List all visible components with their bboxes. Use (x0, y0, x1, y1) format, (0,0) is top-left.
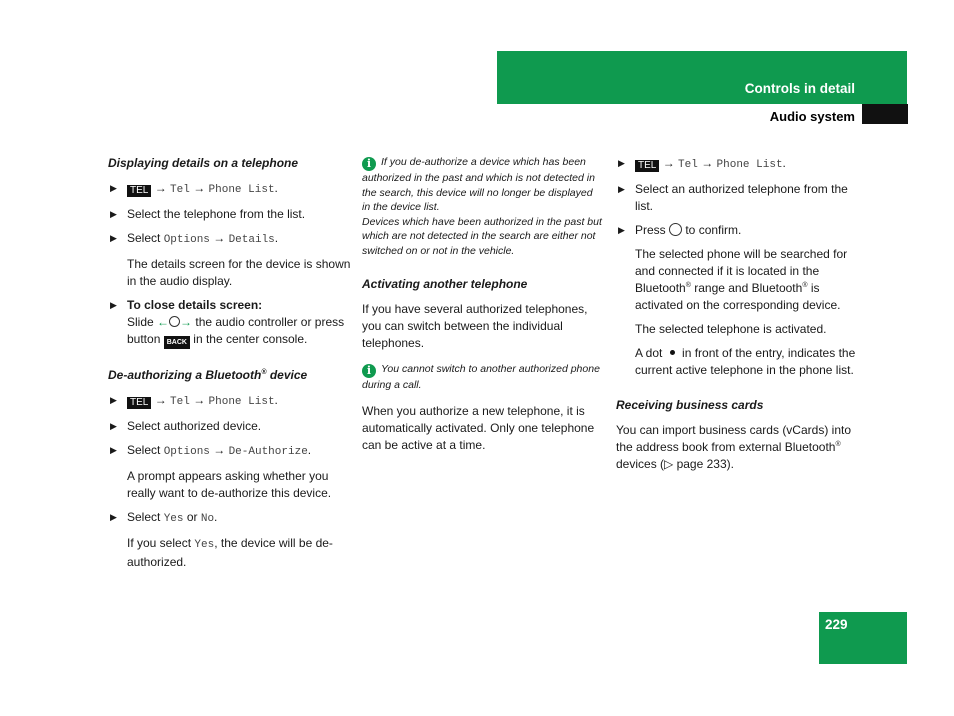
deauthorized-result-text: If you select Yes, the device will be de-authorized. (127, 536, 333, 569)
option-yes: Yes (163, 513, 184, 525)
step-select-authorized-device: ▶ Select authorized device. (110, 419, 262, 433)
activating-text: If you have several authorized telephones, you can switch between the individual telephones. (362, 302, 588, 350)
step-bullet-icon: ▶ (110, 209, 117, 219)
section-title: Controls in detail (744, 81, 855, 96)
back-button-icon: BACK (164, 336, 190, 349)
step-bullet-icon: ▶ (110, 512, 117, 522)
menu-options: Options (163, 234, 210, 246)
page-number: 229 (825, 617, 848, 632)
tel-key-icon: TEL (127, 185, 151, 197)
auto-activate-text: When you authorize a new telephone, it is automatically activated. Only one telephone can be active at a time. (362, 403, 595, 452)
note-no-switch-during-call: i You cannot switch to another authorized phone during a call. (362, 363, 600, 391)
active-dot-text: A dot in front of the entry, indicates the current active telephone in the phone list. (635, 346, 856, 377)
step-select-yes-no: ▶ Select Yes or No. (110, 510, 218, 525)
menu-phone-list: Phone List (716, 159, 783, 171)
step-bullet-icon: ▶ (110, 300, 117, 310)
step-select-telephone: ▶ Select the telephone from the list. (110, 207, 306, 221)
column-middle (362, 155, 602, 461)
heading-business-cards: Receiving business cards (616, 398, 764, 412)
menu-details: Details (228, 234, 275, 246)
heading-activating-telephone: Activating another telephone (362, 277, 528, 291)
menu-tel: Tel (678, 159, 698, 171)
controller-slide-icon: ← → (157, 315, 193, 329)
subsection-title: Audio system (769, 109, 855, 124)
menu-tel: Tel (170, 184, 190, 196)
step-open-phone-list: ▶ TEL → Tel → Phone List. (110, 181, 278, 196)
business-cards-text: You can import business cards (vCards) into the address book from external Bluetooth® devices (▷ page 233). (616, 423, 851, 471)
phone-search-text: The selected phone will be searched for and connected if it is located in the Bluetooth® range and Bluetooth® is activated on the corresponding device. (635, 247, 848, 312)
heading-displaying-details: Displaying details on a telephone (108, 156, 299, 170)
column-right (616, 155, 861, 480)
menu-phone-list: Phone List (208, 184, 275, 196)
menu-options: Options (163, 446, 210, 458)
active-dot-icon (670, 350, 675, 355)
step-open-phone-list-2: ▶ TEL → Tel → Phone List. (110, 393, 278, 408)
info-icon: i (362, 364, 376, 378)
step-select-deauthorize: ▶ Select Options → De-Authorize. (110, 443, 312, 458)
step-bullet-icon: ▶ (110, 395, 117, 405)
step-bullet-icon: ▶ (618, 158, 625, 168)
telephone-activated-text: The selected telephone is activated. (635, 322, 827, 336)
option-no: No (200, 513, 215, 525)
header-black-tab (862, 104, 908, 124)
column-left (108, 155, 353, 578)
step-bullet-icon: ▶ (110, 445, 117, 455)
step-bullet-icon: ▶ (110, 421, 117, 431)
step-bullet-icon: ▶ (110, 233, 117, 243)
step-open-phone-list-3: ▶ TEL → Tel → Phone List. (618, 156, 786, 171)
page-number-box (819, 612, 907, 664)
prompt-text: A prompt appears asking whether you really want to de-authorize this device. (127, 469, 332, 500)
controller-press-icon (669, 223, 682, 236)
info-icon: i (362, 157, 376, 171)
step-bullet-icon: ▶ (110, 183, 117, 193)
step-bullet-icon: ▶ (618, 225, 625, 235)
step-close-details: ▶ To close details screen: Slide ← → the audio controller or press button BACK in the center console. (108, 297, 353, 349)
menu-phone-list: Phone List (208, 396, 275, 408)
note-deauthorize: i If you de-authorize a device which has been authorized in the past and which is not detected in the search, this device will no longer be displayed in the device list. Devices which have been authorized in the past but which are not detected in the search are either not switched on or not in the vehicle. (362, 156, 602, 257)
step-select-details: ▶ Select Options → Details. (110, 231, 279, 246)
step-press-confirm: ▶ Press to confirm. (618, 223, 742, 237)
heading-deauthorizing: De-authorizing a Bluetooth® device (108, 368, 308, 382)
step-bullet-icon: ▶ (618, 184, 625, 194)
menu-tel: Tel (170, 396, 190, 408)
tel-key-icon: TEL (635, 160, 659, 172)
details-screen-text: The details screen for the device is shown in the audio display. (127, 257, 351, 288)
tel-key-icon: TEL (127, 397, 151, 409)
step-select-authorized-telephone: ▶ Select an authorized telephone from the list. (618, 182, 848, 213)
menu-de-authorize: De-Authorize (228, 446, 308, 458)
